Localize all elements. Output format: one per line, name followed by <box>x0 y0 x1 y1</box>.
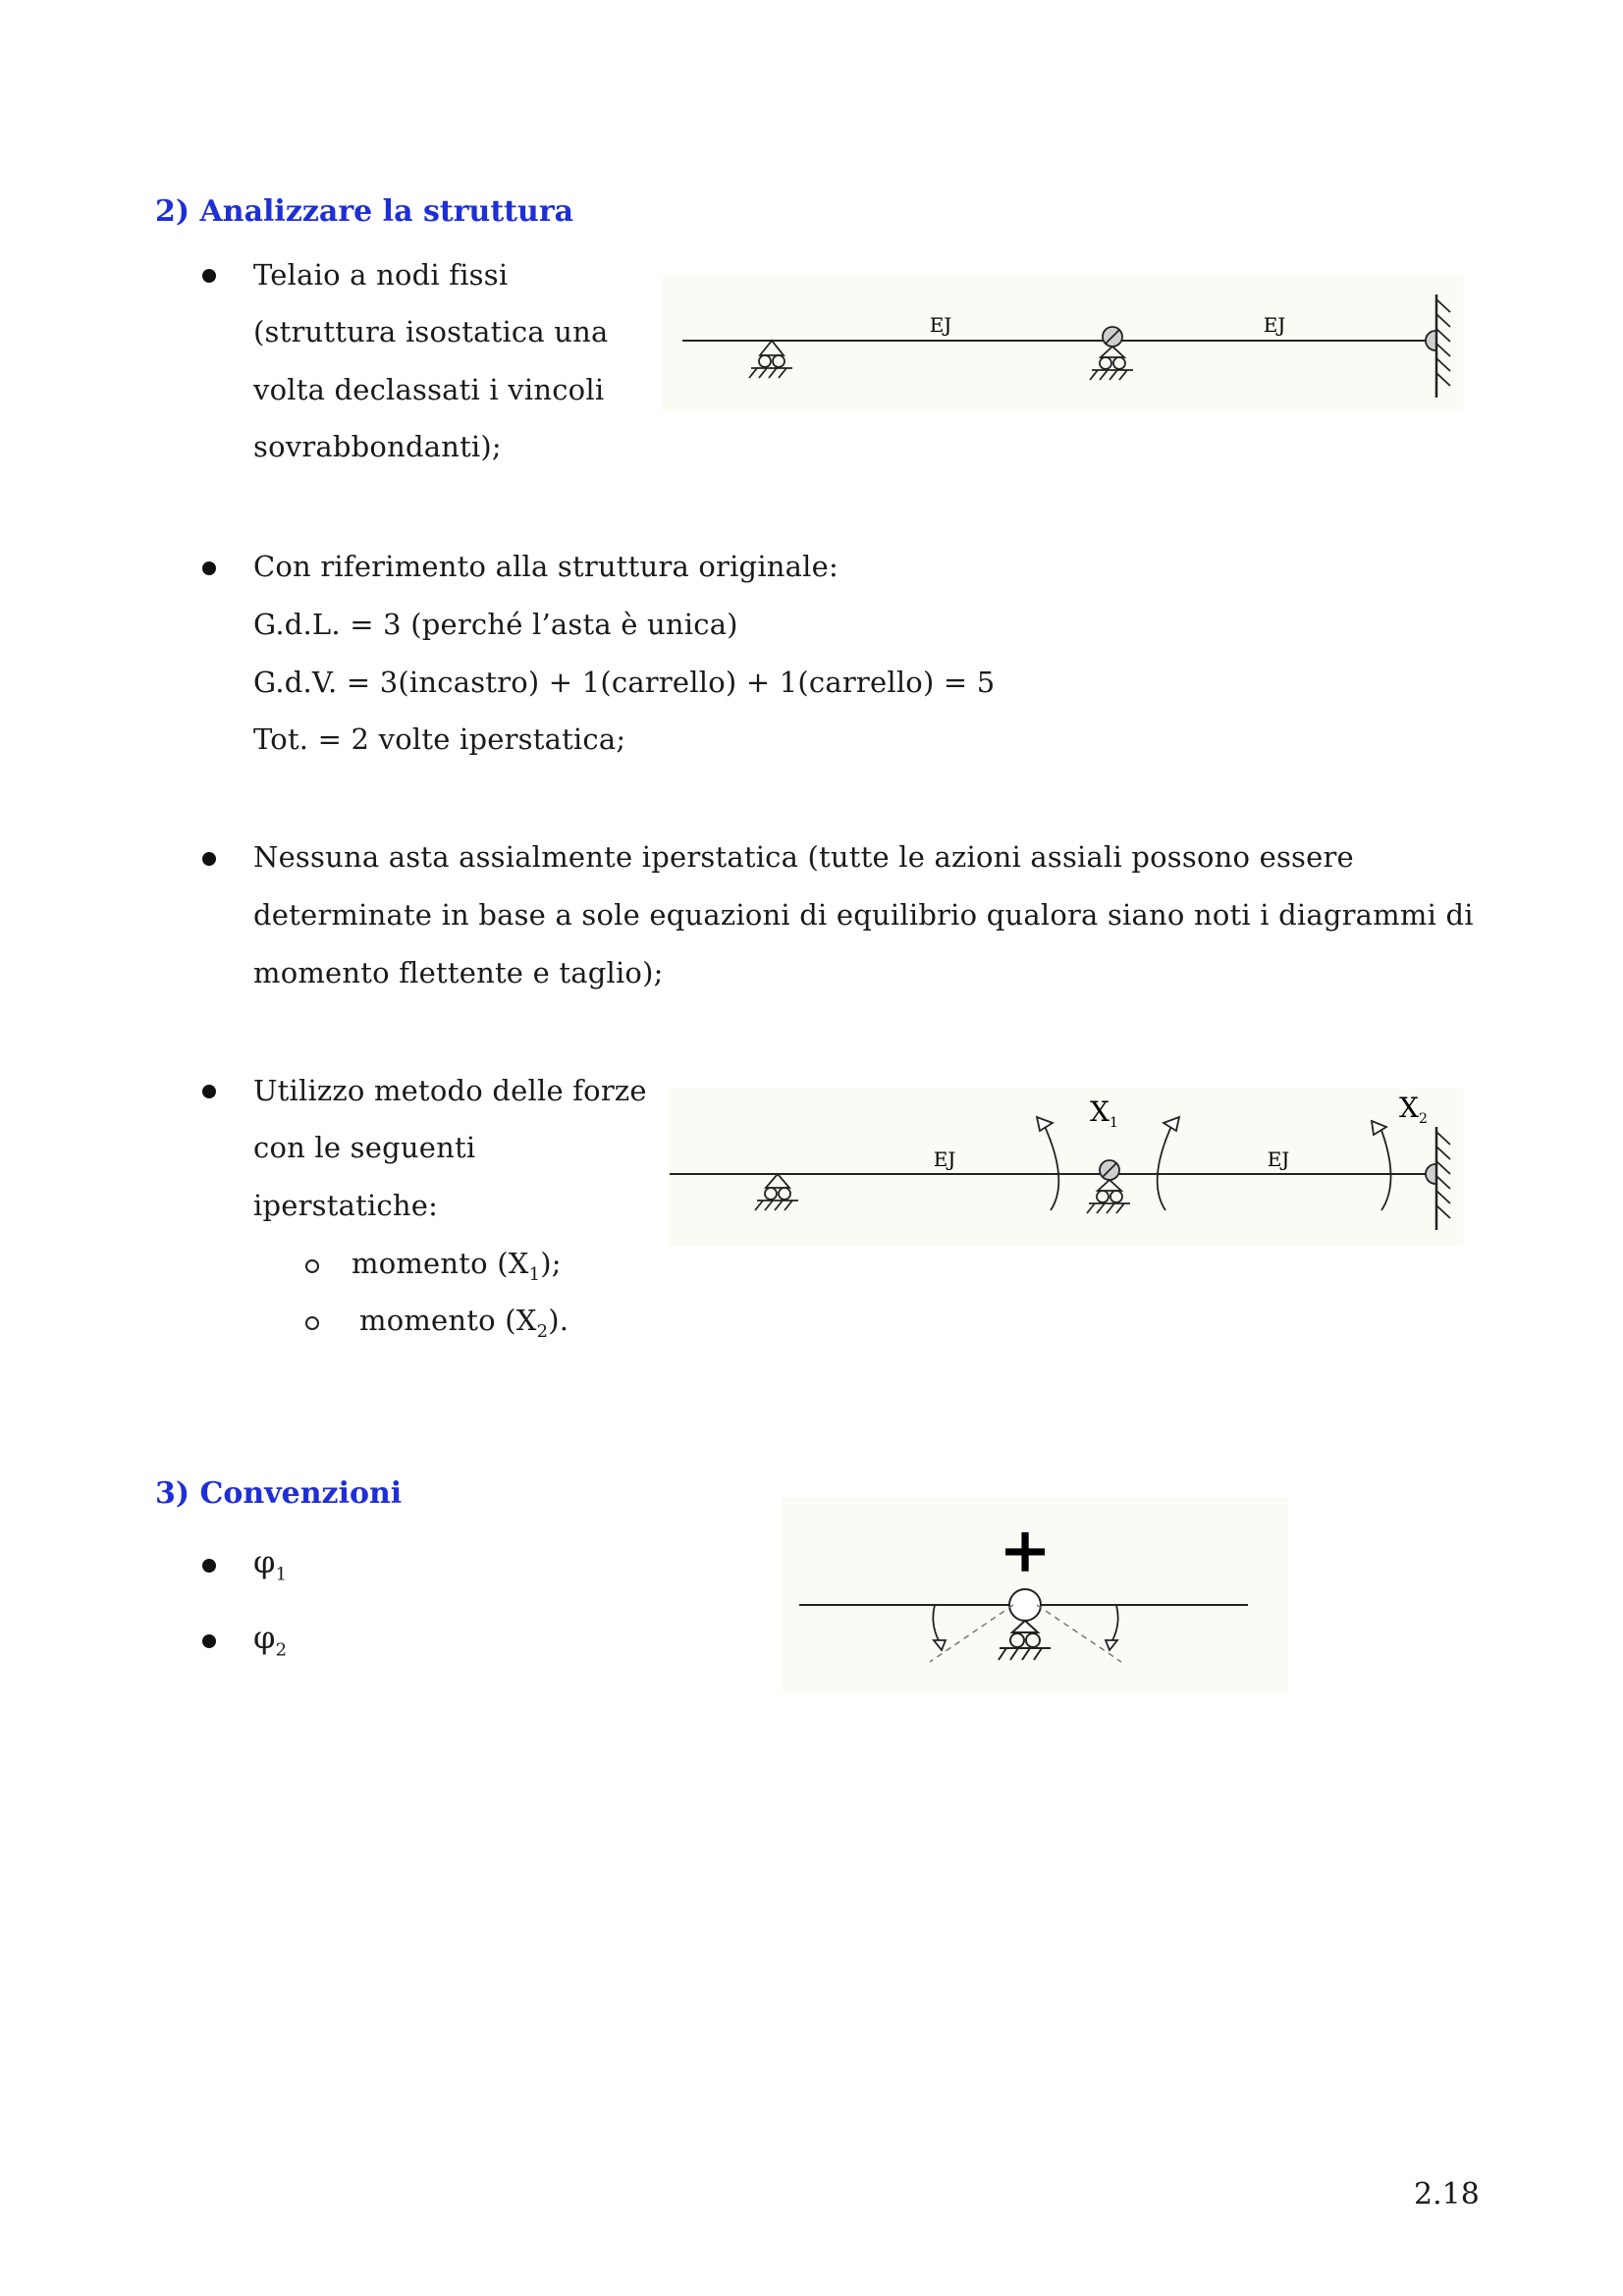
text-line: Nessuna asta assialmente iperstatica (tutte le azioni assiali possono essere <box>253 840 1354 874</box>
text-line: G.d.V. = 3(incastro) + 1(carrello) + 1(carrello) = 5 <box>253 666 996 699</box>
roller-support-left <box>749 341 792 378</box>
page-number: 2.18 <box>1414 2177 1480 2212</box>
text-line: Con riferimento alla struttura originale: <box>253 550 839 583</box>
x1-label: $X_1$ <box>1090 1095 1118 1131</box>
x2-label: $X_2$ <box>1399 1092 1428 1127</box>
roller-support-middle <box>1090 327 1133 380</box>
roller-support-left <box>755 1174 798 1210</box>
sub-bullet-marker <box>305 1259 319 1273</box>
plus-sign: + <box>999 1514 1052 1587</box>
section-heading-analisi: 2) Analizzare la struttura <box>155 194 574 229</box>
ej-label-left: EJ <box>929 313 952 337</box>
text-line: G.d.L. = 3 (perché l’asta è unica) <box>253 608 738 641</box>
bullet-marker <box>202 852 216 866</box>
moment-arrow-x2 <box>1372 1121 1391 1210</box>
moment-arrow-x1-right <box>1158 1117 1179 1210</box>
text-line: Telaio a nodi fissi <box>253 258 509 292</box>
beam-diagram-redundants <box>668 1088 1463 1247</box>
text-line: (struttura isostatica una <box>253 315 609 348</box>
text-line: sovrabbondanti); <box>253 430 502 463</box>
sign-convention-diagram <box>783 1497 1288 1693</box>
text-line: determinate in base a sole equazioni di equilibrio qualora siano noti i diagrammi di <box>253 898 1474 932</box>
fixed-support-right <box>1426 294 1450 398</box>
sub-item-x1: momento $(X_1)$; <box>352 1247 562 1285</box>
text-line: momento flettente e taglio); <box>253 956 664 989</box>
phi-2-item: $\varphi_2$ <box>253 1619 288 1661</box>
text-line: Tot. = 2 volte iperstatica; <box>253 722 626 756</box>
text-line: Utilizzo metodo delle forze <box>253 1074 647 1107</box>
rotation-left-dashed <box>930 1605 1013 1662</box>
hinge-roller-support <box>999 1589 1051 1660</box>
bullet-marker <box>202 269 216 283</box>
sub-item-x2: momento $(X_2)$. <box>359 1304 569 1342</box>
rotation-arrow-right <box>1106 1605 1118 1650</box>
fixed-support-right <box>1426 1127 1450 1230</box>
moment-arrow-x1-left <box>1037 1117 1058 1210</box>
ej-label-right: EJ <box>1263 313 1286 337</box>
bullet-marker <box>202 1085 216 1098</box>
ej-label-right: EJ <box>1267 1148 1290 1171</box>
ej-label-left: EJ <box>933 1148 956 1171</box>
text-line: volta declassati i vincoli <box>253 373 605 406</box>
bullet-marker <box>202 561 216 575</box>
beam-diagram-fixed-nodes <box>663 275 1463 412</box>
rotation-arrow-left <box>933 1605 946 1650</box>
section-heading-convenzioni: 3) Convenzioni <box>155 1476 403 1511</box>
sub-bullet-marker <box>305 1316 319 1330</box>
text-line: iperstatiche: <box>253 1189 439 1222</box>
rotation-right-dashed <box>1037 1605 1121 1662</box>
bullet-marker <box>202 1634 216 1648</box>
bullet-marker <box>202 1559 216 1573</box>
phi-1-item: $\varphi_1$ <box>253 1543 288 1585</box>
text-line: con le seguenti <box>253 1131 476 1164</box>
roller-support-middle <box>1087 1160 1130 1213</box>
